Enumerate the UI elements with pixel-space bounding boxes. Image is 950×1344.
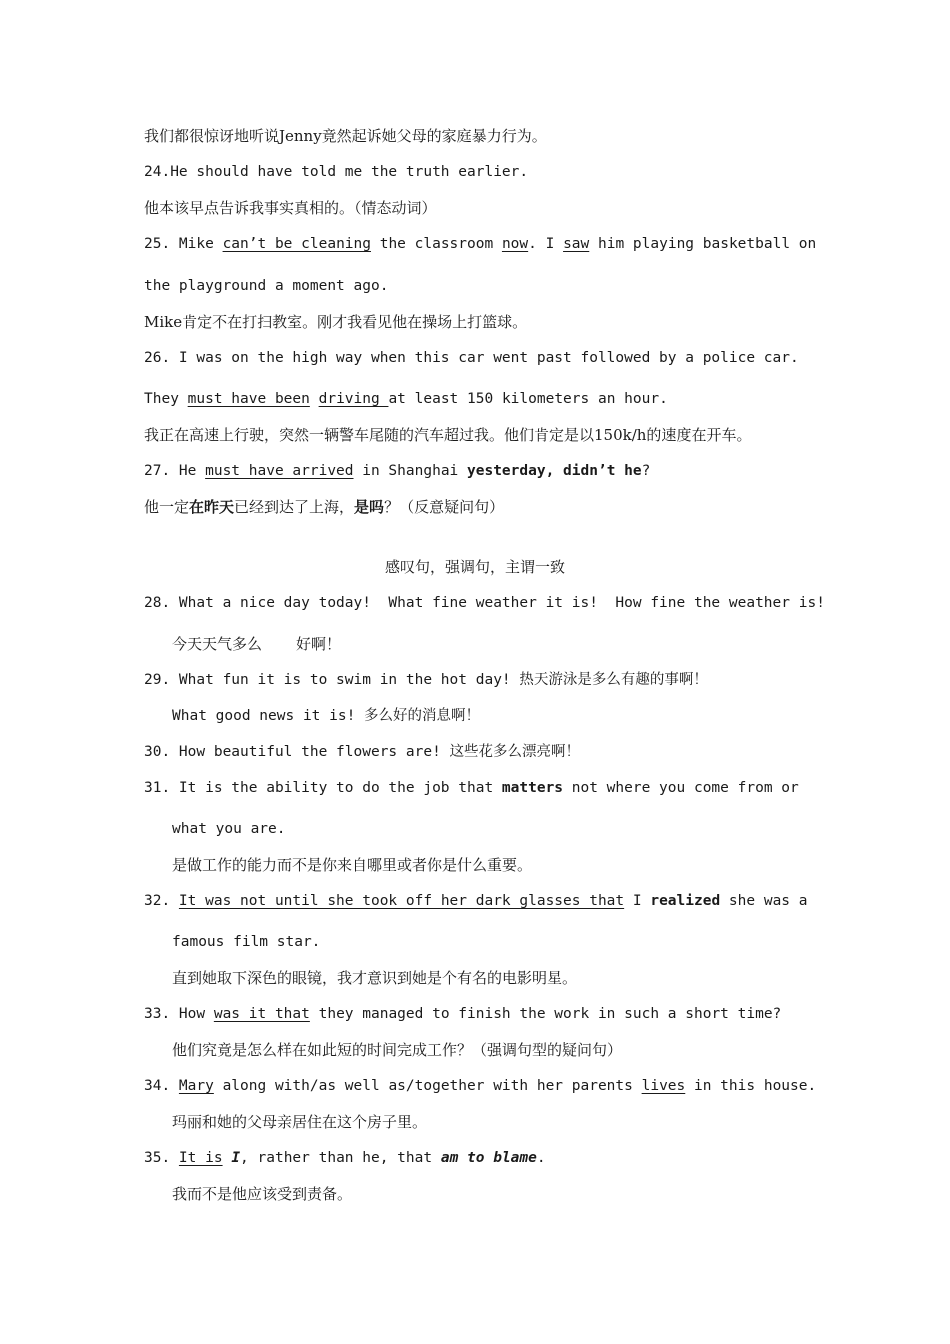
text: 25. Mike: [144, 236, 223, 252]
sentence-24-chinese: 他本该早点告诉我事实真相的。（情态动词）: [144, 199, 437, 217]
underlined-phrase: lives: [641, 1078, 686, 1094]
sentence-35-chinese: 我而不是他应该受到责备。: [172, 1185, 353, 1203]
text: 他一定: [144, 498, 190, 516]
bold-phrase: 在昨天: [189, 498, 235, 516]
text: [223, 1150, 232, 1166]
text: 31. It is the ability to do the job that: [144, 780, 502, 796]
sentence-27-english: [144, 461, 650, 481]
underlined-phrase: It was not until she took off her dark glasses that: [178, 893, 625, 909]
sentence-31-english: [144, 778, 799, 798]
bold-phrase: yesterday, didn’t he: [467, 463, 642, 479]
text: .: [536, 1150, 546, 1166]
underlined-phrase: saw: [563, 236, 590, 252]
sentence-31-chinese: 是做工作的能力而不是你来自哪里或者你是什么重要。: [172, 856, 533, 874]
underlined-phrase: was it that: [213, 1006, 310, 1022]
sentence-32-english: [144, 891, 808, 911]
text: the classroom: [370, 236, 502, 252]
text: , rather than he, that: [240, 1150, 441, 1166]
sentence-34-chinese: 玛丽和她的父母亲居住在这个房子里。: [172, 1113, 428, 1131]
text: 好啊！: [296, 635, 342, 653]
sentence-32-english-line2: famous film star.: [172, 934, 321, 950]
underlined-phrase: now: [501, 236, 529, 252]
underlined-phrase: Mary: [178, 1078, 214, 1094]
sentence-24-english: 24.He should have told me the truth earlier.: [144, 164, 529, 180]
underlined-phrase: must have arrived: [205, 463, 354, 479]
sentence-29-english-line2: What good news it is! 多么好的消息啊！: [172, 708, 481, 724]
sentence-28-english: 28. What a nice day today! What fine weather it is! How fine the weather is!: [144, 595, 825, 611]
bold-italic-phrase: am to blame: [440, 1150, 537, 1166]
sentence-30-english: 30. How beautiful the flowers are! 这些花多么漂亮啊！: [144, 744, 581, 760]
sentence-28-chinese: [172, 634, 341, 654]
sentence-35-english: [144, 1148, 546, 1168]
intro-chinese-line: 我们都很惊讶地听说Jenny竟然起诉她父母的家庭暴力行为。: [144, 127, 547, 145]
underlined-phrase: can’t be cleaning: [222, 236, 371, 252]
text: 35.: [144, 1150, 179, 1166]
text: 33. How: [144, 1006, 214, 1022]
text: ？（反意疑问句）: [384, 498, 505, 516]
text: in this house.: [685, 1078, 817, 1094]
text: at least 150 kilometers an hour.: [388, 391, 668, 407]
text: 34.: [144, 1078, 179, 1094]
text: They: [144, 391, 188, 407]
section-heading: 感叹句，强调句，主谓一致: [384, 558, 565, 576]
sentence-32-chinese: 直到她取下深色的眼镜，我才意识到她是个有名的电影明星。: [172, 969, 578, 987]
text: him playing basketball on: [589, 236, 817, 252]
sentence-26-chinese: 我正在高速上行驶，突然一辆警车尾随的汽车超过我。他们肯定是以150k/h的速度在开车。: [144, 426, 752, 444]
text: along with/as well as/together with her parents: [213, 1078, 642, 1094]
text: they managed to finish the work in such a short time?: [309, 1006, 782, 1022]
text: 已经到达了上海，: [234, 498, 355, 516]
sentence-25-english: [144, 234, 816, 254]
bold-italic-phrase: I: [231, 1150, 241, 1166]
text: 27. He: [144, 463, 206, 479]
sentence-31-english-line2: what you are.: [172, 821, 286, 837]
text: not where you come from or: [563, 780, 799, 796]
text: [310, 391, 319, 407]
text: 今天天气多么: [172, 635, 263, 653]
sentence-25-english-line2: the playground a moment ago.: [144, 278, 389, 294]
sentence-26-english: 26. I was on the high way when this car went past followed by a police car.: [144, 350, 799, 366]
underlined-phrase: driving: [318, 391, 389, 407]
text: . I: [528, 236, 564, 252]
bold-phrase: realized: [650, 893, 721, 909]
sentence-27-chinese: [144, 497, 504, 517]
sentence-29-english: 29. What fun it is to swim in the hot day! 热天游泳是多么有趣的事啊！: [144, 672, 708, 688]
text: she was a: [720, 893, 808, 909]
text: in Shanghai: [353, 463, 468, 479]
bold-phrase: 是吗: [354, 498, 385, 516]
underlined-phrase: must have been: [187, 391, 310, 407]
sentence-34-english: [144, 1076, 816, 1096]
sentence-33-english: [144, 1004, 781, 1024]
text: I: [624, 893, 651, 909]
sentence-26-english-line2: [144, 389, 668, 409]
sentence-33-chinese: 他们究竟是怎么样在如此短的时间完成工作？（强调句型的疑问句）: [172, 1041, 623, 1059]
bold-phrase: matters: [501, 780, 564, 796]
sentence-25-chinese: Mike肯定不在打扫教室。刚才我看见他在操场上打篮球。: [144, 313, 528, 331]
underlined-phrase: It is: [178, 1150, 223, 1166]
text: 32.: [144, 893, 179, 909]
text: ?: [641, 463, 651, 479]
